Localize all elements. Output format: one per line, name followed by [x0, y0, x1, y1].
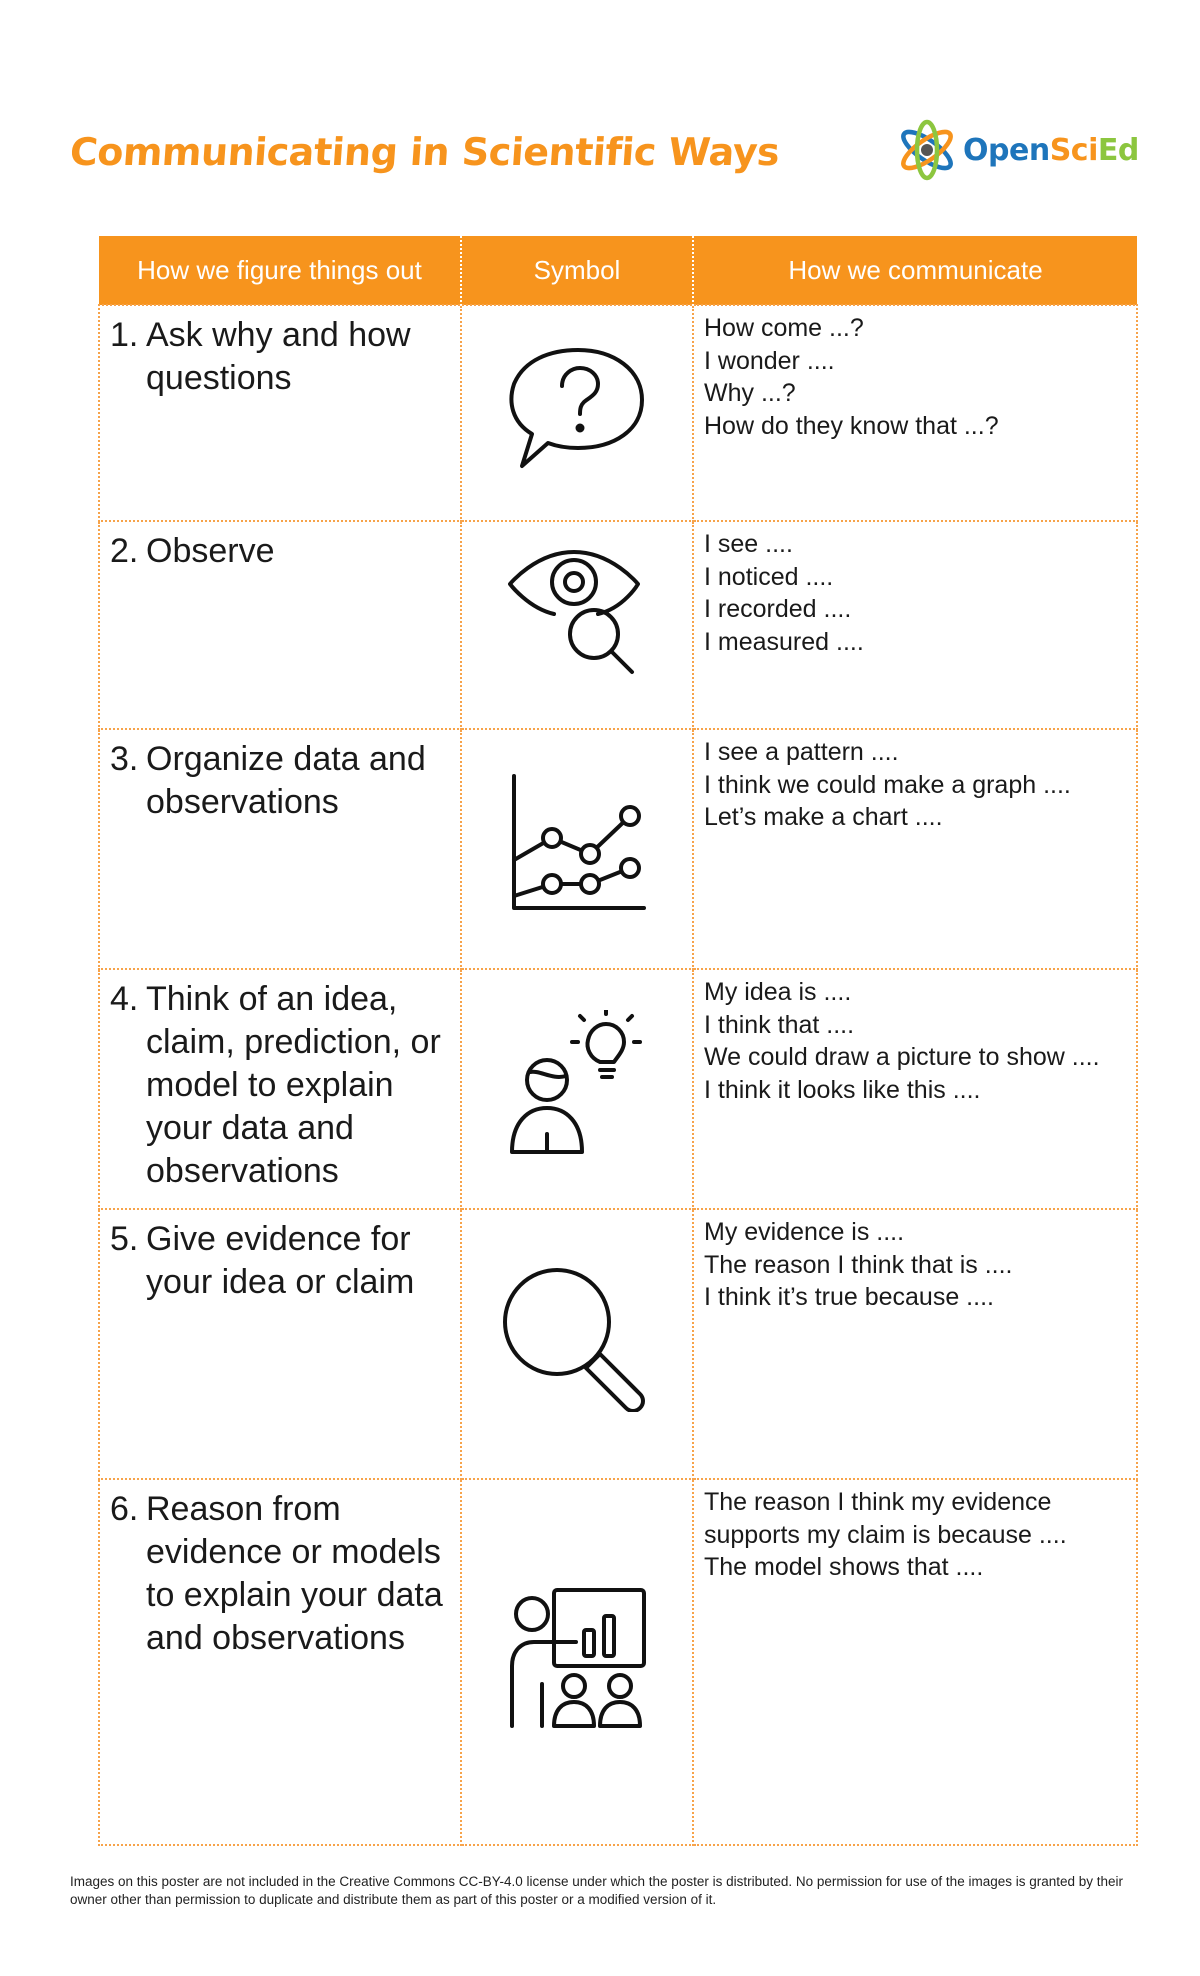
step-text: Think of an idea, claim, prediction, or model to explain your data and observations: [146, 980, 441, 1190]
header-communicate: How we communicate: [693, 236, 1137, 305]
table-row: [99, 305, 1137, 521]
line-graph-icon: [502, 768, 652, 918]
table-row: [99, 729, 1137, 969]
phrase: The reason I think my evidence: [704, 1488, 1052, 1516]
phrase: The reason I think that is ....: [704, 1250, 1013, 1279]
communication-table: [98, 236, 1138, 1846]
step-text: Reason from evidence or models to explain your data and observations: [146, 1490, 443, 1657]
phrase: How do they know that ...?: [704, 411, 999, 440]
step-number: 6.: [110, 1490, 139, 1528]
table-row: [99, 1209, 1137, 1479]
header-symbol: Symbol: [461, 236, 693, 305]
openscied-logo: [893, 115, 1153, 185]
step-number: 4.: [110, 980, 139, 1018]
phrase: I think that ....: [704, 1010, 855, 1039]
phrase: supports my claim is because ....: [704, 1520, 1067, 1549]
magnifying-glass-icon: [492, 1262, 662, 1412]
page-title: Communicating in Scientific Ways: [68, 130, 781, 174]
license-footnote: Images on this poster are not included in the Creative Commons CC-BY-4.0 license under which the poster is distributed. No permission for use of the images is granted by their owner other than permission to duplicate and distribute them as part of this poster or a modified version of it.: [70, 1874, 1124, 1907]
header-figure-out: How we figure things out: [99, 236, 461, 305]
table-row: [99, 1479, 1137, 1845]
phrase: I think we could make a graph ....: [704, 770, 1071, 799]
person-lightbulb-icon: [502, 1010, 652, 1160]
step-text: Give evidence for your idea or claim: [146, 1220, 415, 1301]
phrase: I recorded ....: [704, 595, 852, 623]
table-header-row: [99, 236, 1137, 305]
step-number: 3.: [110, 740, 139, 778]
step-number: 1.: [110, 316, 139, 354]
phrase: I think it’s true because ....: [704, 1283, 994, 1311]
phrase: Why ...?: [704, 379, 796, 407]
step-text: Ask why and how questions: [146, 316, 411, 397]
phrase: My idea is ....: [704, 978, 852, 1006]
step-text: Observe: [146, 532, 275, 570]
step-number: 2.: [110, 532, 139, 570]
step-number: 5.: [110, 1220, 139, 1258]
atom-logo-icon: [893, 116, 961, 184]
phrase: Let’s make a chart ....: [704, 803, 943, 831]
phrase: I noticed ....: [704, 562, 834, 591]
phrase: I wonder ....: [704, 346, 835, 375]
eye-magnifier-icon: [502, 542, 652, 692]
phrase: How come ...?: [704, 314, 864, 342]
logo-wordmark: OpenSciEd: [963, 132, 1139, 168]
presenter-audience-icon: [502, 1584, 652, 1734]
phrase: I measured ....: [704, 627, 864, 656]
phrase: We could draw a picture to show ....: [704, 1043, 1100, 1071]
table-row: [99, 521, 1137, 729]
step-text: Organize data and observations: [146, 740, 426, 821]
phrase: I think it looks like this ....: [704, 1075, 981, 1104]
phrase: I see a pattern ....: [704, 738, 899, 766]
phrase: The model shows that ....: [704, 1553, 984, 1581]
speech-bubble-question-icon: [502, 344, 652, 474]
phrase: I see ....: [704, 530, 793, 558]
phrase: My evidence is ....: [704, 1218, 905, 1246]
table-row: [99, 969, 1137, 1209]
